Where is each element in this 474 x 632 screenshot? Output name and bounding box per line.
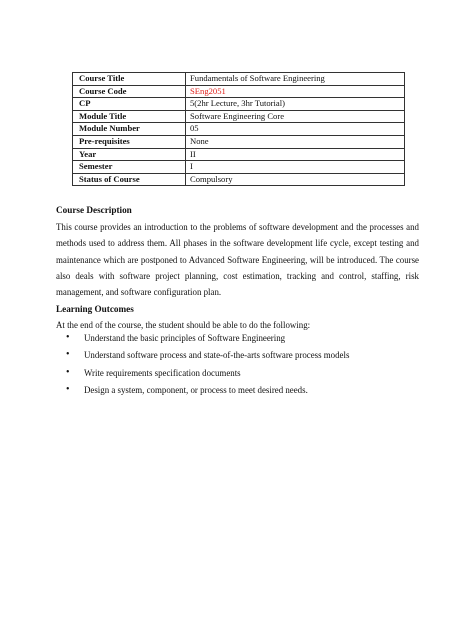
list-item (66, 350, 349, 367)
row-label: Year (73, 148, 186, 161)
row-value: Fundamentals of Software Engineering (186, 73, 405, 86)
outcome-text: Write requirements specification documents (84, 367, 241, 378)
table-row (73, 148, 405, 161)
table-row (73, 73, 405, 86)
row-label: Module Title (73, 110, 186, 123)
table-row (73, 123, 405, 136)
course-info-table (72, 72, 405, 186)
outcome-text: Understand software process and state-of-the-arts software process models (84, 350, 350, 361)
row-value: 05 (186, 123, 405, 136)
row-value: 5(2hr Lecture, 3hr Tutorial) (186, 98, 405, 111)
table-row (73, 85, 405, 98)
bullet-icon: • (66, 366, 70, 378)
table-row (73, 173, 405, 186)
course-code-value: SEng2051 (186, 85, 405, 98)
row-value: None (186, 135, 405, 148)
bullet-icon: • (66, 349, 70, 361)
outcome-text: Design a system, component, or process to meet desired needs. (84, 384, 308, 395)
course-description-heading: Course Description (56, 205, 132, 215)
row-value: Software Engineering Core (186, 110, 405, 123)
row-label: Course Title (73, 73, 186, 86)
row-value: II (186, 148, 405, 161)
list-item (66, 333, 349, 350)
learning-outcomes-intro: At the end of the course, the student should be able to do the following: (56, 320, 311, 330)
table-row (73, 110, 405, 123)
course-description-text: This course provides an introduction to the problems of software development and the processes and methods used to address them. All phases in the software development life cycle, except testing and maintenance which are postponed to Advanced Software Engineering, will be introduced. The course also deals with software project planning, cost estimation, tracking and control, staffing, risk management, and software configuration plan. (56, 222, 419, 298)
table-row (73, 98, 405, 111)
learning-outcomes-heading: Learning Outcomes (56, 304, 134, 314)
table-row (73, 135, 405, 148)
row-label: Course Code (73, 85, 186, 98)
table-row (73, 161, 405, 174)
row-label: Pre-requisites (73, 135, 186, 148)
row-label: Semester (73, 161, 186, 174)
outcome-text: Understand the basic principles of Software Engineering (84, 333, 286, 343)
bullet-icon: • (66, 383, 70, 395)
row-label: CP (73, 98, 186, 111)
bullet-icon: • (66, 332, 70, 343)
row-label: Module Number (73, 123, 186, 136)
list-item (66, 368, 349, 385)
row-value: Compulsory (186, 173, 405, 186)
row-value: I (186, 161, 405, 174)
list-item (66, 385, 349, 402)
row-label: Status of Course (73, 173, 186, 186)
learning-outcomes-list (66, 333, 349, 402)
